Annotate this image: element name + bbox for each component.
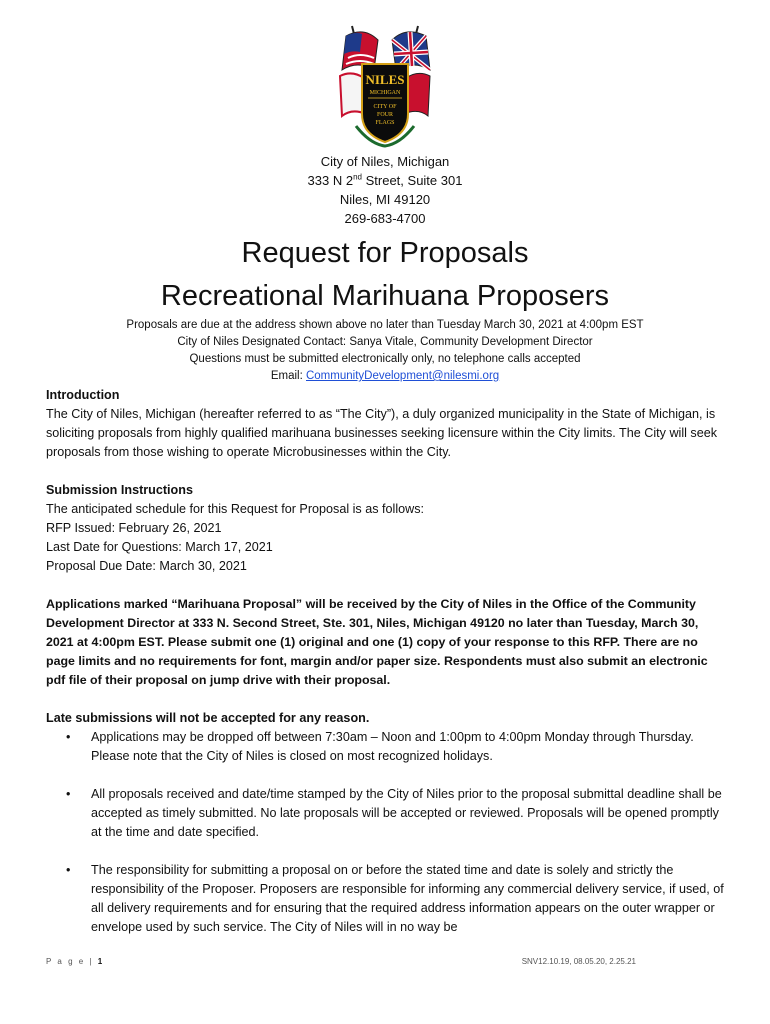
page-label-text: P a g e |	[46, 957, 98, 966]
contact-note: City of Niles Designated Contact: Sanya Vitale, Community Development Director	[177, 336, 593, 348]
address-street-suffix: nd	[353, 172, 362, 182]
email-link[interactable]: CommunityDevelopment@nilesmi.org	[305, 370, 500, 382]
proposal-notes	[0, 317, 770, 385]
intro-heading: Introduction	[46, 388, 120, 402]
version-stamp: SNV12.10.19, 08.05.20, 2.25.21	[521, 957, 636, 966]
bullet-icon: •	[66, 787, 71, 801]
page-number: 1	[97, 957, 103, 966]
intro-text: The City of Niles, Michigan (hereafter referred to as “The City”), a duly organized municipality in the State of Michigan, is soliciting proposals from highly qualified marihuana businesses seeking licensure within the City limits. The City will seek proposals from those wishing to operate Microbusinesses within the City.	[46, 407, 718, 459]
email-line	[0, 368, 770, 385]
page-number-label	[46, 957, 102, 966]
document-body	[46, 386, 726, 937]
list-spacer	[46, 842, 726, 861]
late-heading: Late submissions will not be accepted for any reason.	[46, 711, 370, 725]
bullet-text: All proposals received and date/time stamped by the City of Niles prior to the proposal submittal deadline shall be accepted as timely submitted. No late proposals will be accepted or reviewed. Proposals will be opened promptly at the time and date specified.	[91, 787, 722, 839]
list-item	[46, 728, 726, 766]
late-bullet-list	[46, 728, 726, 937]
questions-note: Questions must be submitted electronically only, no telephone calls accepted	[189, 353, 581, 365]
schedule-last-questions: Last Date for Questions: March 17, 2021	[46, 540, 273, 554]
document-title	[0, 232, 770, 318]
city-seal-logo	[334, 18, 436, 150]
applications-paragraph: Applications marked “Marihuana Proposal” will be received by the City of Niles in the Office of the Community Development Director at 333 N. Second Street, Ste. 301, Niles, Michigan 49120 no later than Tuesday, March 30, 2021 at 4:00pm EST. Please submit one (1) original and one (1) copy of your response to this RFP. There are no page limits and no requirements for font, margin and/or paper size. Respondents must also submit an electronic pdf file of their proposal on jump drive with their proposal.	[46, 597, 708, 687]
title-line-2: Recreational Marihuana Proposers	[160, 280, 610, 312]
page-footer	[46, 957, 726, 971]
address-phone: 269-683-4700	[344, 211, 426, 226]
logo-motto-2: FOUR	[376, 112, 394, 118]
title-line-1: Request for Proposals	[241, 237, 529, 269]
address-block	[0, 152, 770, 228]
list-item	[46, 861, 726, 937]
bullet-icon: •	[66, 730, 71, 744]
address-zip: Niles, MI 49120	[339, 192, 431, 207]
list-spacer	[46, 766, 726, 785]
due-note: Proposals are due at the address shown above no later than Tuesday March 30, 2021 at 4:00pm EST	[126, 319, 644, 331]
list-item	[46, 785, 726, 842]
address-city: City of Niles, Michigan	[320, 154, 450, 169]
address-street-name: Street, Suite 301	[362, 173, 463, 188]
logo-motto-1: CITY OF	[373, 104, 397, 110]
submission-heading: Submission Instructions	[46, 483, 193, 497]
email-label: Email:	[270, 370, 306, 382]
address-street	[0, 171, 770, 190]
bullet-icon: •	[66, 863, 71, 877]
logo-michigan-text: MICHIGAN	[369, 90, 401, 96]
bullet-text: The responsibility for submitting a proposal on or before the stated time and date is solely and strictly the responsibility of the Proposer. Proposers are responsible for informing any commercial delivery service, if used, of all delivery requirements and for ensuring that the required address information appears on the outer wrapper or envelope used by such service. The City of Niles will in no way be	[91, 863, 724, 934]
bullet-text: Applications may be dropped off between 7:30am – Noon and 1:00pm to 4:00pm Monday through Thursday. Please note that the City of Niles is closed on most recognized holidays.	[91, 730, 694, 763]
logo-niles-text: NILES	[365, 72, 405, 87]
address-street-number: 333 N 2	[307, 173, 354, 188]
schedule-rfp-issued: RFP Issued: February 26, 2021	[46, 521, 222, 535]
logo-motto-3: FLAGS	[375, 120, 395, 126]
schedule-intro: The anticipated schedule for this Request for Proposal is as follows:	[46, 502, 425, 516]
schedule-due-date: Proposal Due Date: March 30, 2021	[46, 559, 247, 573]
